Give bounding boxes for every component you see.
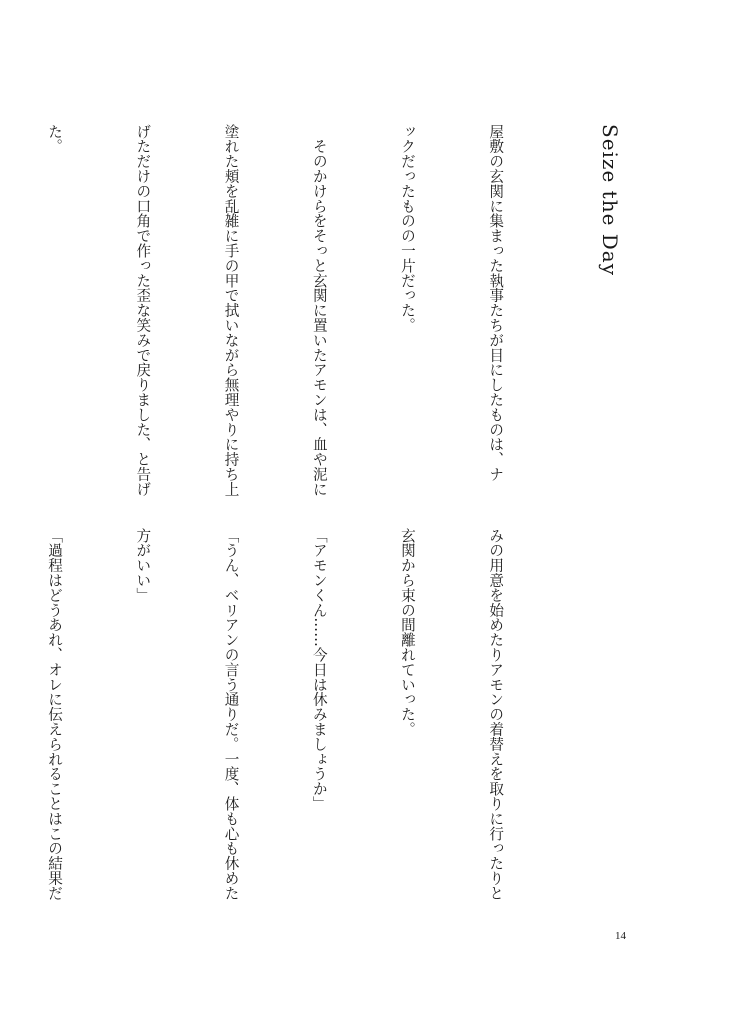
text-line: 塗れた頬を乱雑に手の甲で拭いながら無理やりに持ち上 (222, 124, 240, 497)
text-line: げただけの口角で作った歪な笑みで戻りました、と告げ (134, 124, 152, 497)
text-line: 方がいい」 (134, 528, 152, 603)
text-line: 「アモンくん……今日は休みましょうか」 (310, 528, 328, 812)
text-line: 「過程はどうあれ、オレに伝えられることはこの結果だ (46, 528, 64, 901)
lower-text-block (0, 528, 569, 901)
text-line: 玄関から束の間離れていった。 (398, 528, 416, 737)
text-line: ックだったものの一片だった。 (398, 124, 416, 333)
page-number: 14 (615, 930, 626, 942)
text-line: みの用意を始めたりアモンの着替えを取りに行ったりと (487, 528, 505, 901)
page-title: Seize the Day (598, 124, 622, 277)
text-line: 屋敷の玄関に集まった執事たちが目にしたものは、ナ (487, 124, 505, 482)
upper-text-block (0, 124, 569, 497)
text-line: そのかけらをそっと玄関に置いたアモンは、血や泥に (310, 124, 328, 497)
text-line: た。 (46, 124, 64, 154)
text-line: 「うん、ベリアンの言う通りだ。一度、体も心も休めた (222, 528, 240, 901)
